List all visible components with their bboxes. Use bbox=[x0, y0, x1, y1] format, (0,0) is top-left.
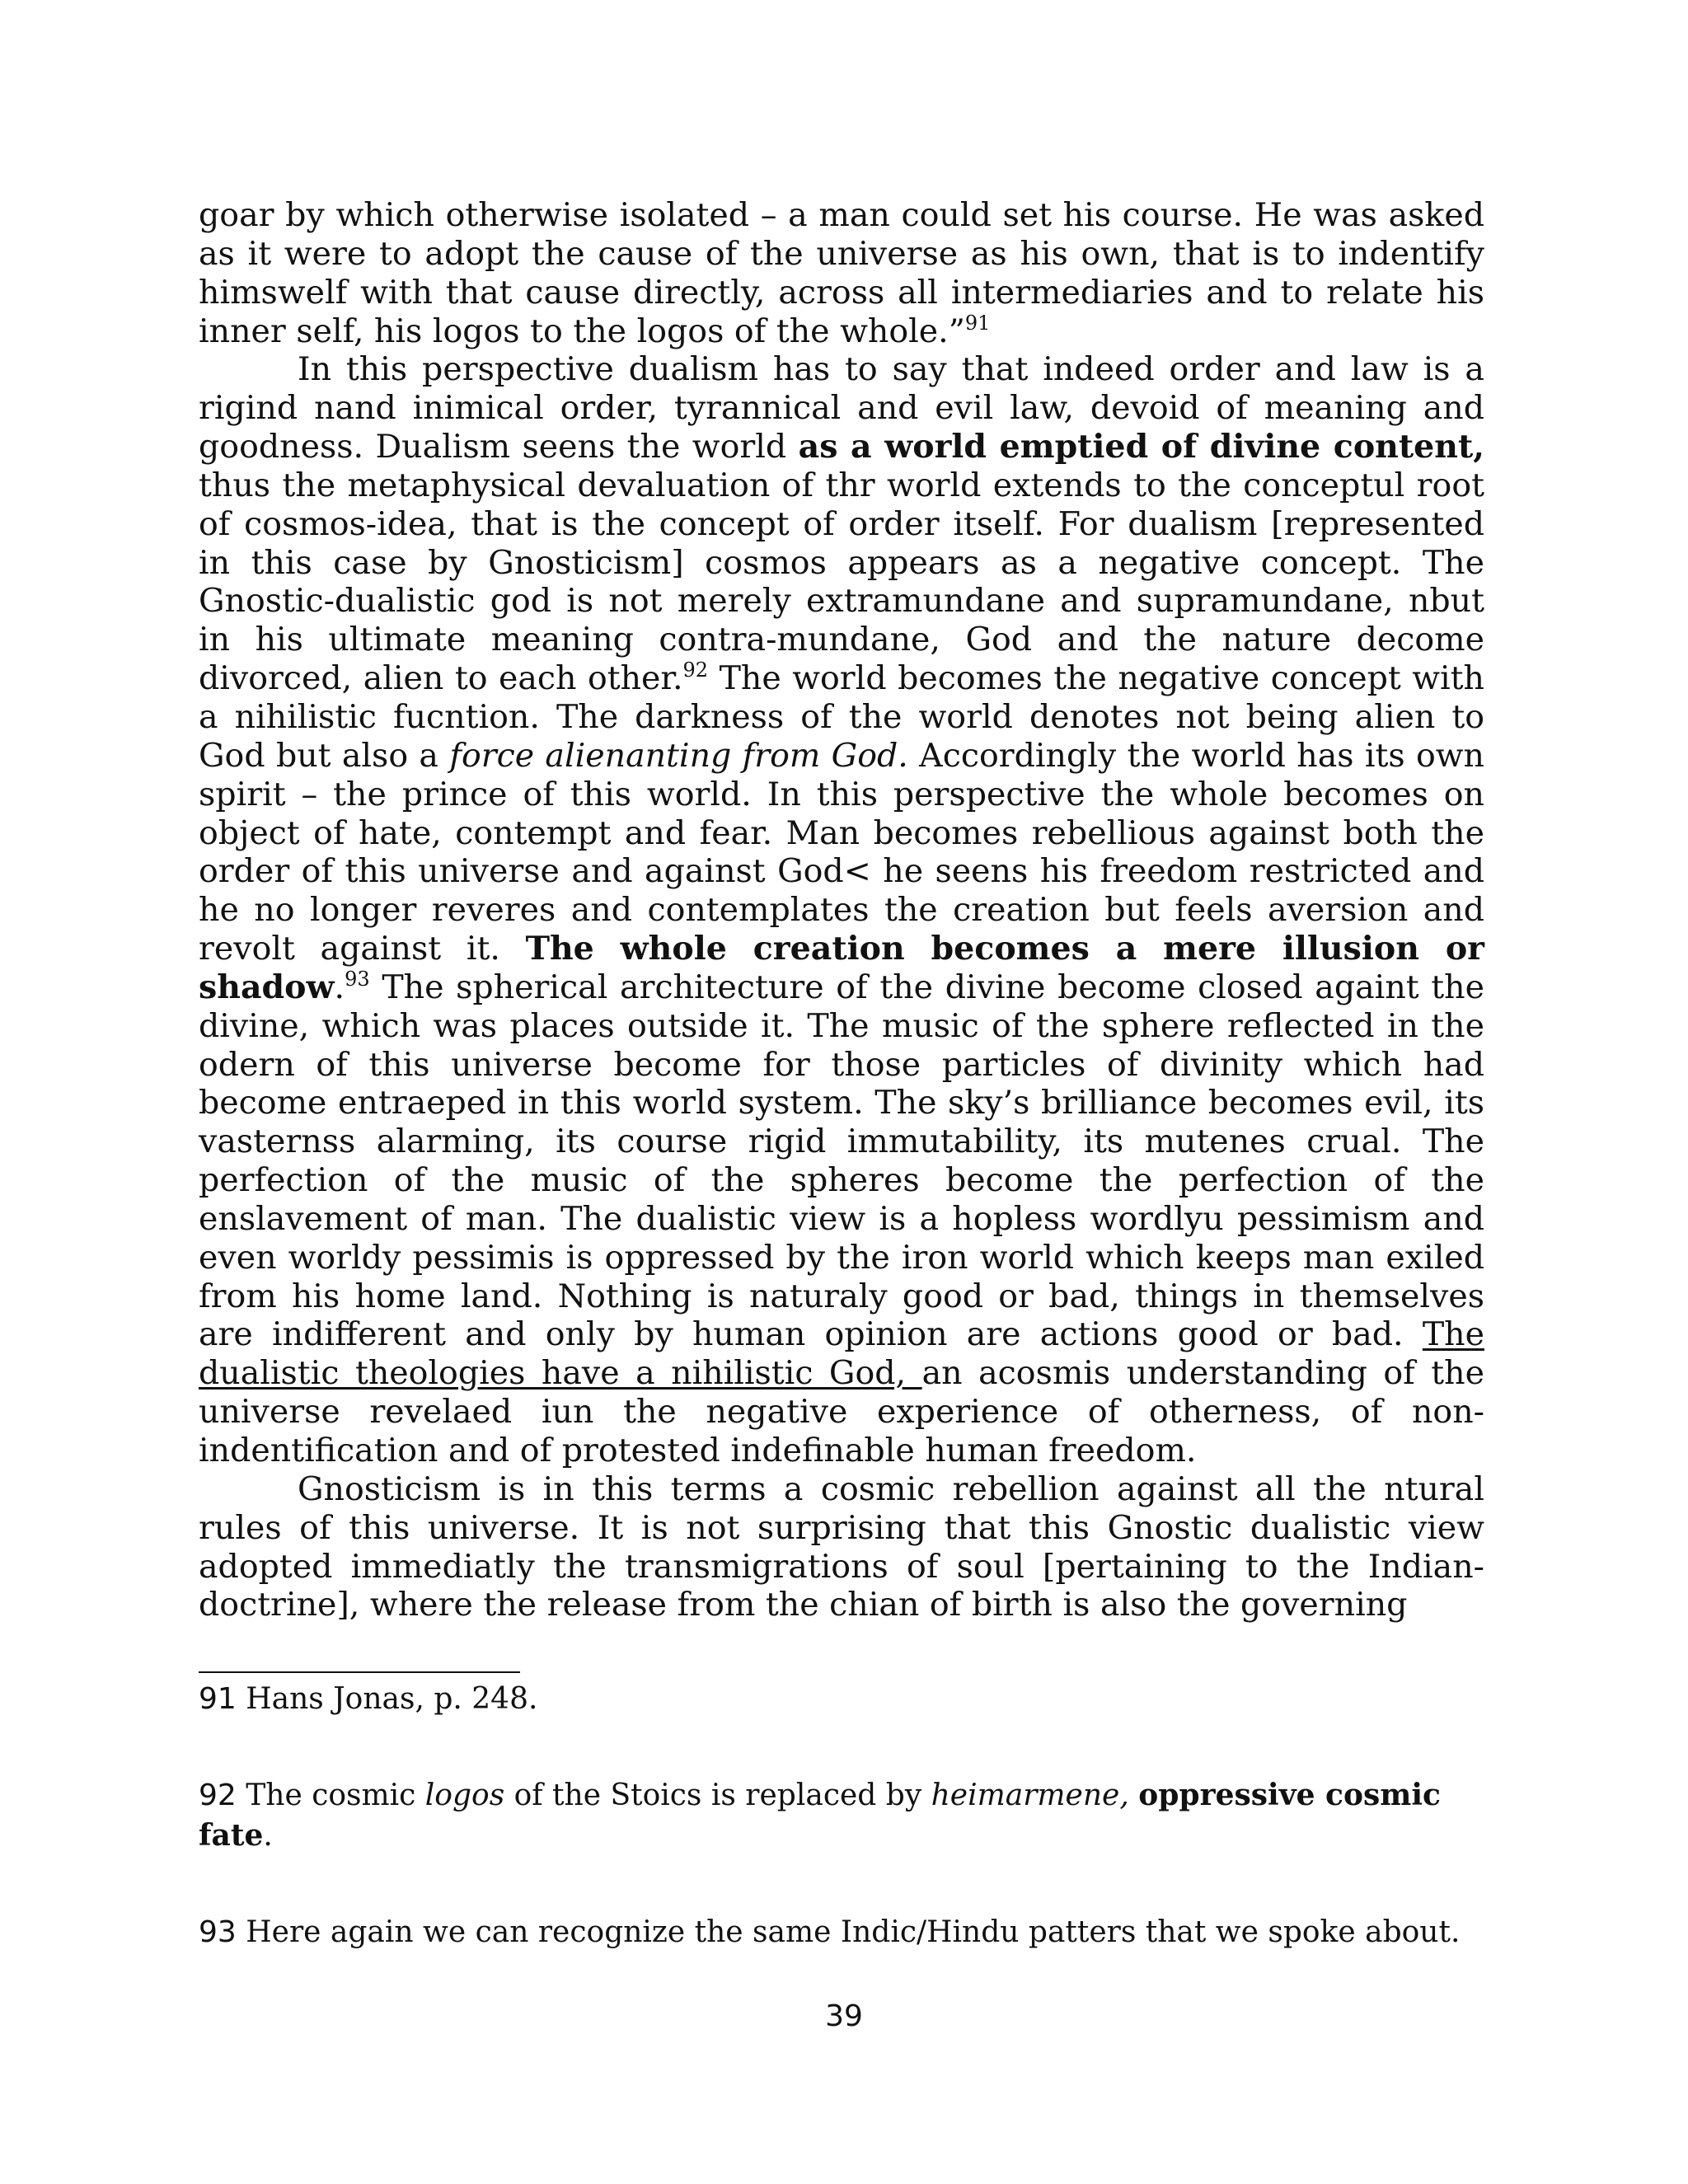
footnote-93 bbox=[199, 1912, 1484, 1952]
bold-text-run: as a world emptied of divine content, bbox=[798, 428, 1484, 466]
italic-text-run: logos bbox=[424, 1779, 505, 1812]
footnote-text: Hans Jonas, p. 248. bbox=[236, 1682, 538, 1716]
footnote-ref-92[interactable]: 92 bbox=[682, 658, 709, 682]
italic-text-run: heimarmene, bbox=[931, 1779, 1129, 1812]
footnote-separator bbox=[199, 1671, 520, 1673]
paragraph-continuation bbox=[199, 196, 1484, 350]
text-run: The spherical architecture of the divine become closed againt the divine, which was places outside it. The music of the sphere reflected in the odern of this universe become for those particles of divinity which had become entraeped in this world system. The sky’s brilliance becomes evil, its vasternss alarming, its course rigid immutability, its mutenes crual. The perfection of the music of the spheres become the perfection of the enslavement of man. The dualistic view is a hopless wordlyu pessimism and even worldy pessimis is oppressed by the iron world which keeps man exiled from his home land. Nothing is naturaly good or bad, things in themselves are indifferent and only by human opinion are actions good or bad. bbox=[199, 968, 1484, 1354]
body-text bbox=[199, 196, 1484, 1624]
footnote-text: of the Stoics is replaced by bbox=[504, 1779, 931, 1812]
paragraph-gnosticism: Gnosticism is in this terms a cosmic rebellion against all the ntural rules of this universe. It is not surprising that this Gnostic dualistic view adopted immediatly the transmigrations of soul [pertaining to the Indian-doctrine], where the release from the chian of birth is also the governing bbox=[199, 1469, 1484, 1624]
underlined-text-run: The dualistic theologies have a nihilistic God, bbox=[199, 1315, 1484, 1393]
footnote-ref-93[interactable]: 93 bbox=[345, 967, 370, 991]
paragraph-dualism bbox=[199, 350, 1484, 1469]
text-run: In this perspective dualism has to say that indeed order and law is a rigind nand inimical order, tyrannical and evil law, devoid of meaning and goodness. Dualism seens the world bbox=[199, 350, 1484, 466]
footnote-number: 93 bbox=[199, 1915, 237, 1949]
text-run: an acosmis understanding of the universe revelaed iun the negative experience of otherness, of non-indentification and of protested indefinable human freedom. bbox=[199, 1354, 1484, 1469]
footnote-text bbox=[1129, 1779, 1138, 1812]
footnote-ref-91[interactable]: 91 bbox=[964, 311, 991, 335]
footnote-text: Here again we can recognize the same Indic/Hindu patters that we spoke about. bbox=[236, 1915, 1461, 1949]
footnote-text: . bbox=[263, 1819, 273, 1853]
page-number: 39 bbox=[825, 1999, 863, 2033]
bold-text-run: oppressive cosmic fate bbox=[199, 1778, 1441, 1853]
footnote-92 bbox=[199, 1775, 1484, 1856]
footnote-number: 92 bbox=[199, 1779, 237, 1812]
text-run: The world becomes the negative concept with a nihilistic fucntion. The darkness of the world denotes not being alien to God but also a bbox=[199, 659, 1484, 775]
footnote-91 bbox=[199, 1679, 1484, 1719]
text-run: . bbox=[334, 968, 345, 1006]
text-run: Accordingly the world has its own spirit – the prince of this world. In this perspective the whole becomes on object of hate, contempt and fear. Man becomes rebellious against both the order of this universe and against God< he seens his freedom restricted and he no longer reveres and contemplates the creation but feels aversion and revolt against it. bbox=[199, 736, 1484, 968]
paragraph-text: goar by which otherwise isolated – a man could set his course. He was asked as it were to adopt the cause of the universe as his own, that is to indentify himswelf with that cause directly, across all intermediaries and to relate his inner self, his logos to the logos of the whole.” bbox=[199, 196, 1484, 350]
bold-text-run: The whole creation becomes a mere illusion or shadow bbox=[199, 930, 1484, 1006]
footnote-text: The cosmic bbox=[236, 1779, 425, 1812]
footnote-number: 91 bbox=[199, 1682, 237, 1716]
italic-text-run: force alienanting from God. bbox=[449, 736, 908, 775]
text-run: thus the metaphysical devaluation of thr world extends to the conceptul root of cosmos-idea, that is the concept of order itself. For dualism [represented in this case by Gnosticism] cosmos appears as a negative concept. The Gnostic-dualistic god is not merely extramundane and supramundane, nbut in his ultimate meaning contra-mundane, God and the nature decome divorced, alien to each other. bbox=[199, 466, 1484, 698]
